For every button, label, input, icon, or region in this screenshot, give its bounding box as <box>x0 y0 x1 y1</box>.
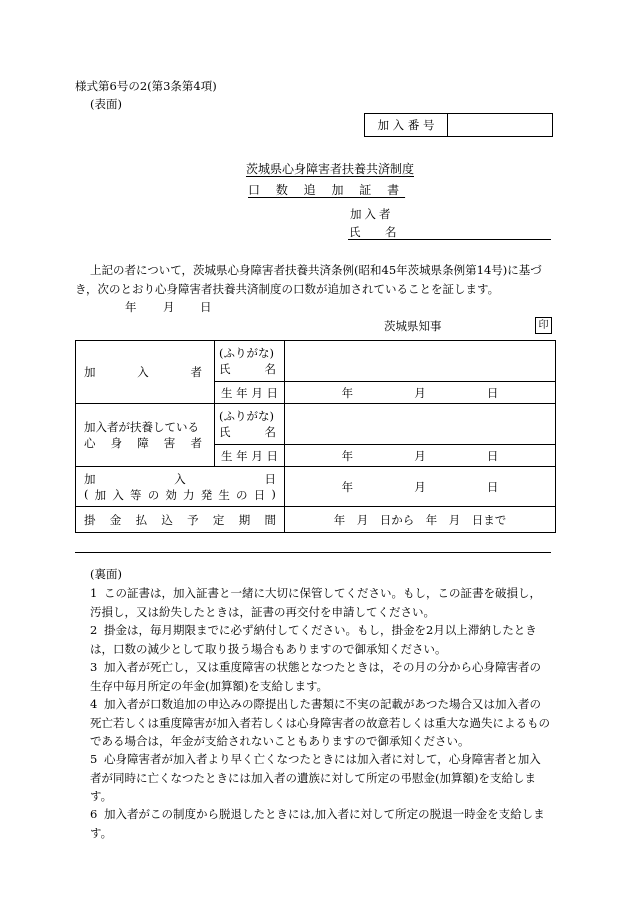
seal-mark: 印 <box>535 317 552 334</box>
issue-date-month: 月 <box>163 300 175 314</box>
body-text-line1: 上記の者について，茨城県心身障害者扶養共済条例(昭和45年茨城県条例第14号)に基づ <box>90 263 542 277</box>
dependent-name-label: (ふりがな) 氏 名 <box>215 404 285 445</box>
join-date-cell[interactable]: 年 月 日 <box>285 467 556 507</box>
table-row-member-name <box>76 341 556 382</box>
back-note-text: この証書は，加入証書と一緒に大切に保管してください。もし，この証書を破損し，汚損し，又は紛失したときは，証書の再交付を申請してください。 <box>90 586 541 619</box>
back-note-text: 加入者が死亡し，又は重度障害の状態となつたときは，その月の分から心身障害者の生存中毎月所定の年金(加算額)を支給します。 <box>90 660 541 693</box>
member-name-cell[interactable] <box>285 341 556 382</box>
dependent-row-label: 加入者が扶養している 心 身 障 害 者 <box>76 404 215 467</box>
join-date-label: 加 入 日 ( 加 入 等 の 効 力 発 生 の 日 ) <box>76 467 285 507</box>
back-note-text: 加入者が口数追加の申込みの際提出した書類に不実の記載があつた場合又は加入者の死亡若しくは重度障害が加入者若しくは心身障害者の故意若しくは重大な過失によるものである場合は，年金が支給されないこともありますので御承知ください。 <box>90 697 550 748</box>
table-row-dependent-name <box>76 404 556 445</box>
back-note-text: 掛金は，毎月期限までに必ず納付してください。もし，掛金を2月以上滞納したときは，口数の減少として取り扱う場合もありますので御承知ください。 <box>90 623 537 656</box>
name-label-mei: 名 <box>385 225 397 239</box>
member-dob-cell[interactable]: 年 月 日 <box>285 382 556 404</box>
member-row-label: 加 入 者 <box>76 341 215 404</box>
name-label-shi: 氏 <box>349 225 361 239</box>
form-number: 様式第6号の2(第3条第4項) <box>75 79 217 93</box>
back-note-number: 6 <box>90 807 98 821</box>
back-note-text: 加入者がこの制度から脱退したときには,加入者に対して所定の脱退一時金を支給します。 <box>90 807 545 840</box>
issue-date-year: 年 <box>125 300 137 314</box>
details-table <box>75 340 556 533</box>
membership-number-box <box>364 113 553 137</box>
payment-period-label: 掛 金 払 込 予 定 期 間 <box>76 507 285 533</box>
member-name-line <box>348 224 551 240</box>
dependent-name-cell[interactable] <box>285 404 556 445</box>
member-label: 加入者 <box>350 207 394 221</box>
issue-date-day: 日 <box>200 300 212 314</box>
back-note-number: 2 <box>90 623 98 637</box>
front-face-label: (表面) <box>90 97 122 111</box>
dependent-dob-label: 生 年 月 日 <box>215 445 285 467</box>
membership-number-field[interactable] <box>448 114 552 136</box>
table-row-payment-period <box>76 507 556 533</box>
back-note-number: 1 <box>90 586 98 600</box>
back-note-number: 5 <box>90 752 98 766</box>
membership-number-label: 加 入 番 号 <box>365 114 448 136</box>
table-row-join-date <box>76 467 556 507</box>
back-note-number: 4 <box>90 697 98 711</box>
issuer-title: 茨城県知事 <box>384 319 442 333</box>
document-title-line1: 茨城県心身障害者扶養共済制度 <box>245 162 414 176</box>
member-name-label: (ふりがな) 氏 名 <box>215 341 285 382</box>
payment-period-value[interactable]: 年 月 日から 年 月 日まで <box>285 507 556 533</box>
front-back-divider <box>75 552 551 553</box>
member-dob-label: 生 年 月 日 <box>215 382 285 404</box>
body-text-line2: き，次のとおり心身障害者扶養共済制度の口数が追加されていることを証します。 <box>75 282 500 296</box>
dependent-dob-cell[interactable]: 年 月 日 <box>285 445 556 467</box>
back-face-label: (裏面) <box>90 567 122 581</box>
back-note-text: 心身障害者が加入者より早く亡くなつたときには加入者に対して，心身障害者と加入者が同時に亡くなつたときには加入者の遺族に対して所定の弔慰金(加算額)を支給します。 <box>90 752 541 803</box>
back-note-number: 3 <box>90 660 98 674</box>
document-title-line2: 口 数 追 加 証 書 <box>248 183 406 197</box>
